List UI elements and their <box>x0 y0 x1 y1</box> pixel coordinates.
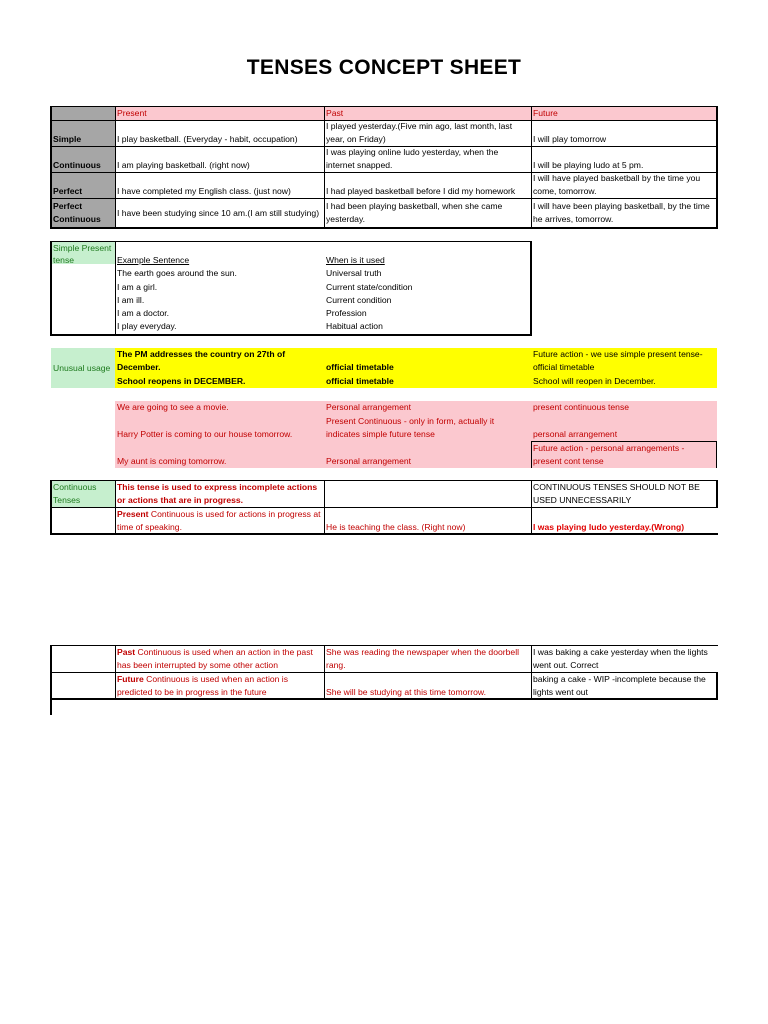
cell-simple-present: I play basketball. (Everyday - habit, occupation) <box>117 134 298 144</box>
future-continuous-rule <box>115 672 324 699</box>
example-use: Current state/condition <box>326 282 413 292</box>
pcf-note: Personal arrangement <box>326 456 412 466</box>
present-keyword: Present <box>117 508 149 519</box>
cell-perfect-past: I had played basketball before I did my homework <box>326 186 516 196</box>
header-past: Past <box>324 107 531 120</box>
header-present: Present <box>115 107 324 120</box>
present-continuous-example: He is teaching the class. (Right now) <box>326 522 466 532</box>
unusual-sentence-1: The PM addresses the country on 27th of December. <box>117 349 286 372</box>
page-title: TENSES CONCEPT SHEET <box>246 56 522 79</box>
pcf-comment: present continuous tense <box>533 402 630 412</box>
unusual-future-2: official timetable <box>533 362 595 372</box>
past-continuous-example: She was reading the newspaper when the doorbell rang. <box>326 646 520 670</box>
cell-continuous-present: I am playing basketball. (right now) <box>117 160 250 170</box>
present-rule-text: Continuous is used for actions in progress at time of speaking. <box>117 508 321 532</box>
pcf-comment: personal arrangement <box>533 429 618 439</box>
pcf-note: Present Continuous - only in form, actually it indicates simple future tense <box>326 415 495 439</box>
present-continuous-rule <box>115 507 324 534</box>
header-future: Future <box>531 107 717 120</box>
row-label-simple: Simple <box>51 120 115 146</box>
example-use: Habitual action <box>326 321 383 331</box>
future-keyword: Future <box>117 673 144 684</box>
future-rule-text: Continuous is used when an action is predicted to be in progress in the future <box>117 673 289 697</box>
continuous-definition: This tense is used to express incomplete actions or actions that are in progress. <box>117 482 318 505</box>
unusual-note-2: official timetable <box>326 376 394 386</box>
cell-perfect-future: I will have played basketball by the time you come, tomorrow. <box>533 173 701 196</box>
pcf-comment: Future action - personal arrangements - present cont tense <box>533 442 685 466</box>
example-sentence: I am a girl. <box>117 282 158 292</box>
example-sentence: I am a doctor. <box>117 308 170 318</box>
row-label-perfect-continuous: Perfect Continuous <box>51 198 115 228</box>
past-continuous-rule <box>115 645 324 672</box>
continuous-warning: CONTINUOUS TENSES SHOULD NOT BE USED UNNECESSARILY <box>533 482 700 505</box>
row-label-continuous: Continuous <box>51 146 115 172</box>
cell-perfect-continuous-present: I have been studying since 10 am.(I am still studying) <box>117 207 320 218</box>
unusual-sentence-2: School reopens in DECEMBER. <box>117 376 246 386</box>
example-use: Current condition <box>326 295 392 305</box>
example-sentence-header: Example Sentence <box>117 255 190 265</box>
cell-continuous-past: I was playing online ludo yesterday, when the internet snapped. <box>326 147 499 170</box>
unusual-note-1: official timetable <box>326 362 394 372</box>
row-label-perfect: Perfect <box>51 172 115 198</box>
example-sentence: I am ill. <box>117 295 145 305</box>
pcf-sentence: We are going to see a movie. <box>117 402 229 412</box>
past-continuous-comment: I was baking a cake yesterday when the lights went out. Correct <box>533 646 708 670</box>
example-use: Profession <box>326 308 367 318</box>
example-sentence: The earth goes around the sun. <box>117 268 237 278</box>
header-corner <box>51 107 115 120</box>
cell-perfect-continuous-future: I will have been playing basketball, by the time he arrives, tomorrow. <box>533 201 710 224</box>
unusual-usage-label: Unusual usage <box>51 348 115 388</box>
past-rule-text: Continuous is used when an action in the past has been interrupted by some other action <box>117 646 313 670</box>
cell-perfect-present: I have completed my English class. (just now) <box>117 186 291 196</box>
pcf-sentence: Harry Potter is coming to our house tomorrow. <box>117 429 293 439</box>
when-used-header: When is it used <box>326 255 385 265</box>
cell-simple-past: I played yesterday.(Five min ago, last month, last year, on Friday) <box>326 121 513 144</box>
unusual-future-1: Future action - we use simple present tense- <box>533 349 703 359</box>
past-keyword: Past <box>117 646 136 657</box>
cell-perfect-continuous-past: I had been playing basketball, when she came yesterday. <box>326 201 503 224</box>
pcf-note: Personal arrangement <box>326 402 412 412</box>
future-continuous-example: She will be studying at this time tomorrow. <box>326 687 487 697</box>
wrong-example: I was playing ludo yesterday.(Wrong) <box>533 522 685 532</box>
simple-present-label: Simple Present tense <box>51 242 115 264</box>
cell-simple-future: I will play tomorrow <box>533 134 607 144</box>
example-sentence: I play everyday. <box>117 321 177 331</box>
continuous-tenses-label: Continuous Tenses <box>51 481 115 507</box>
example-use: Universal truth <box>326 268 382 278</box>
pcf-sentence: My aunt is coming tomorrow. <box>117 456 227 466</box>
future-continuous-comment: baking a cake - WIP -incomplete because the lights went out <box>533 673 706 697</box>
unusual-future-3: School will reopen in December. <box>533 376 656 386</box>
cell-continuous-future: I will be playing ludo at 5 pm. <box>533 160 644 170</box>
